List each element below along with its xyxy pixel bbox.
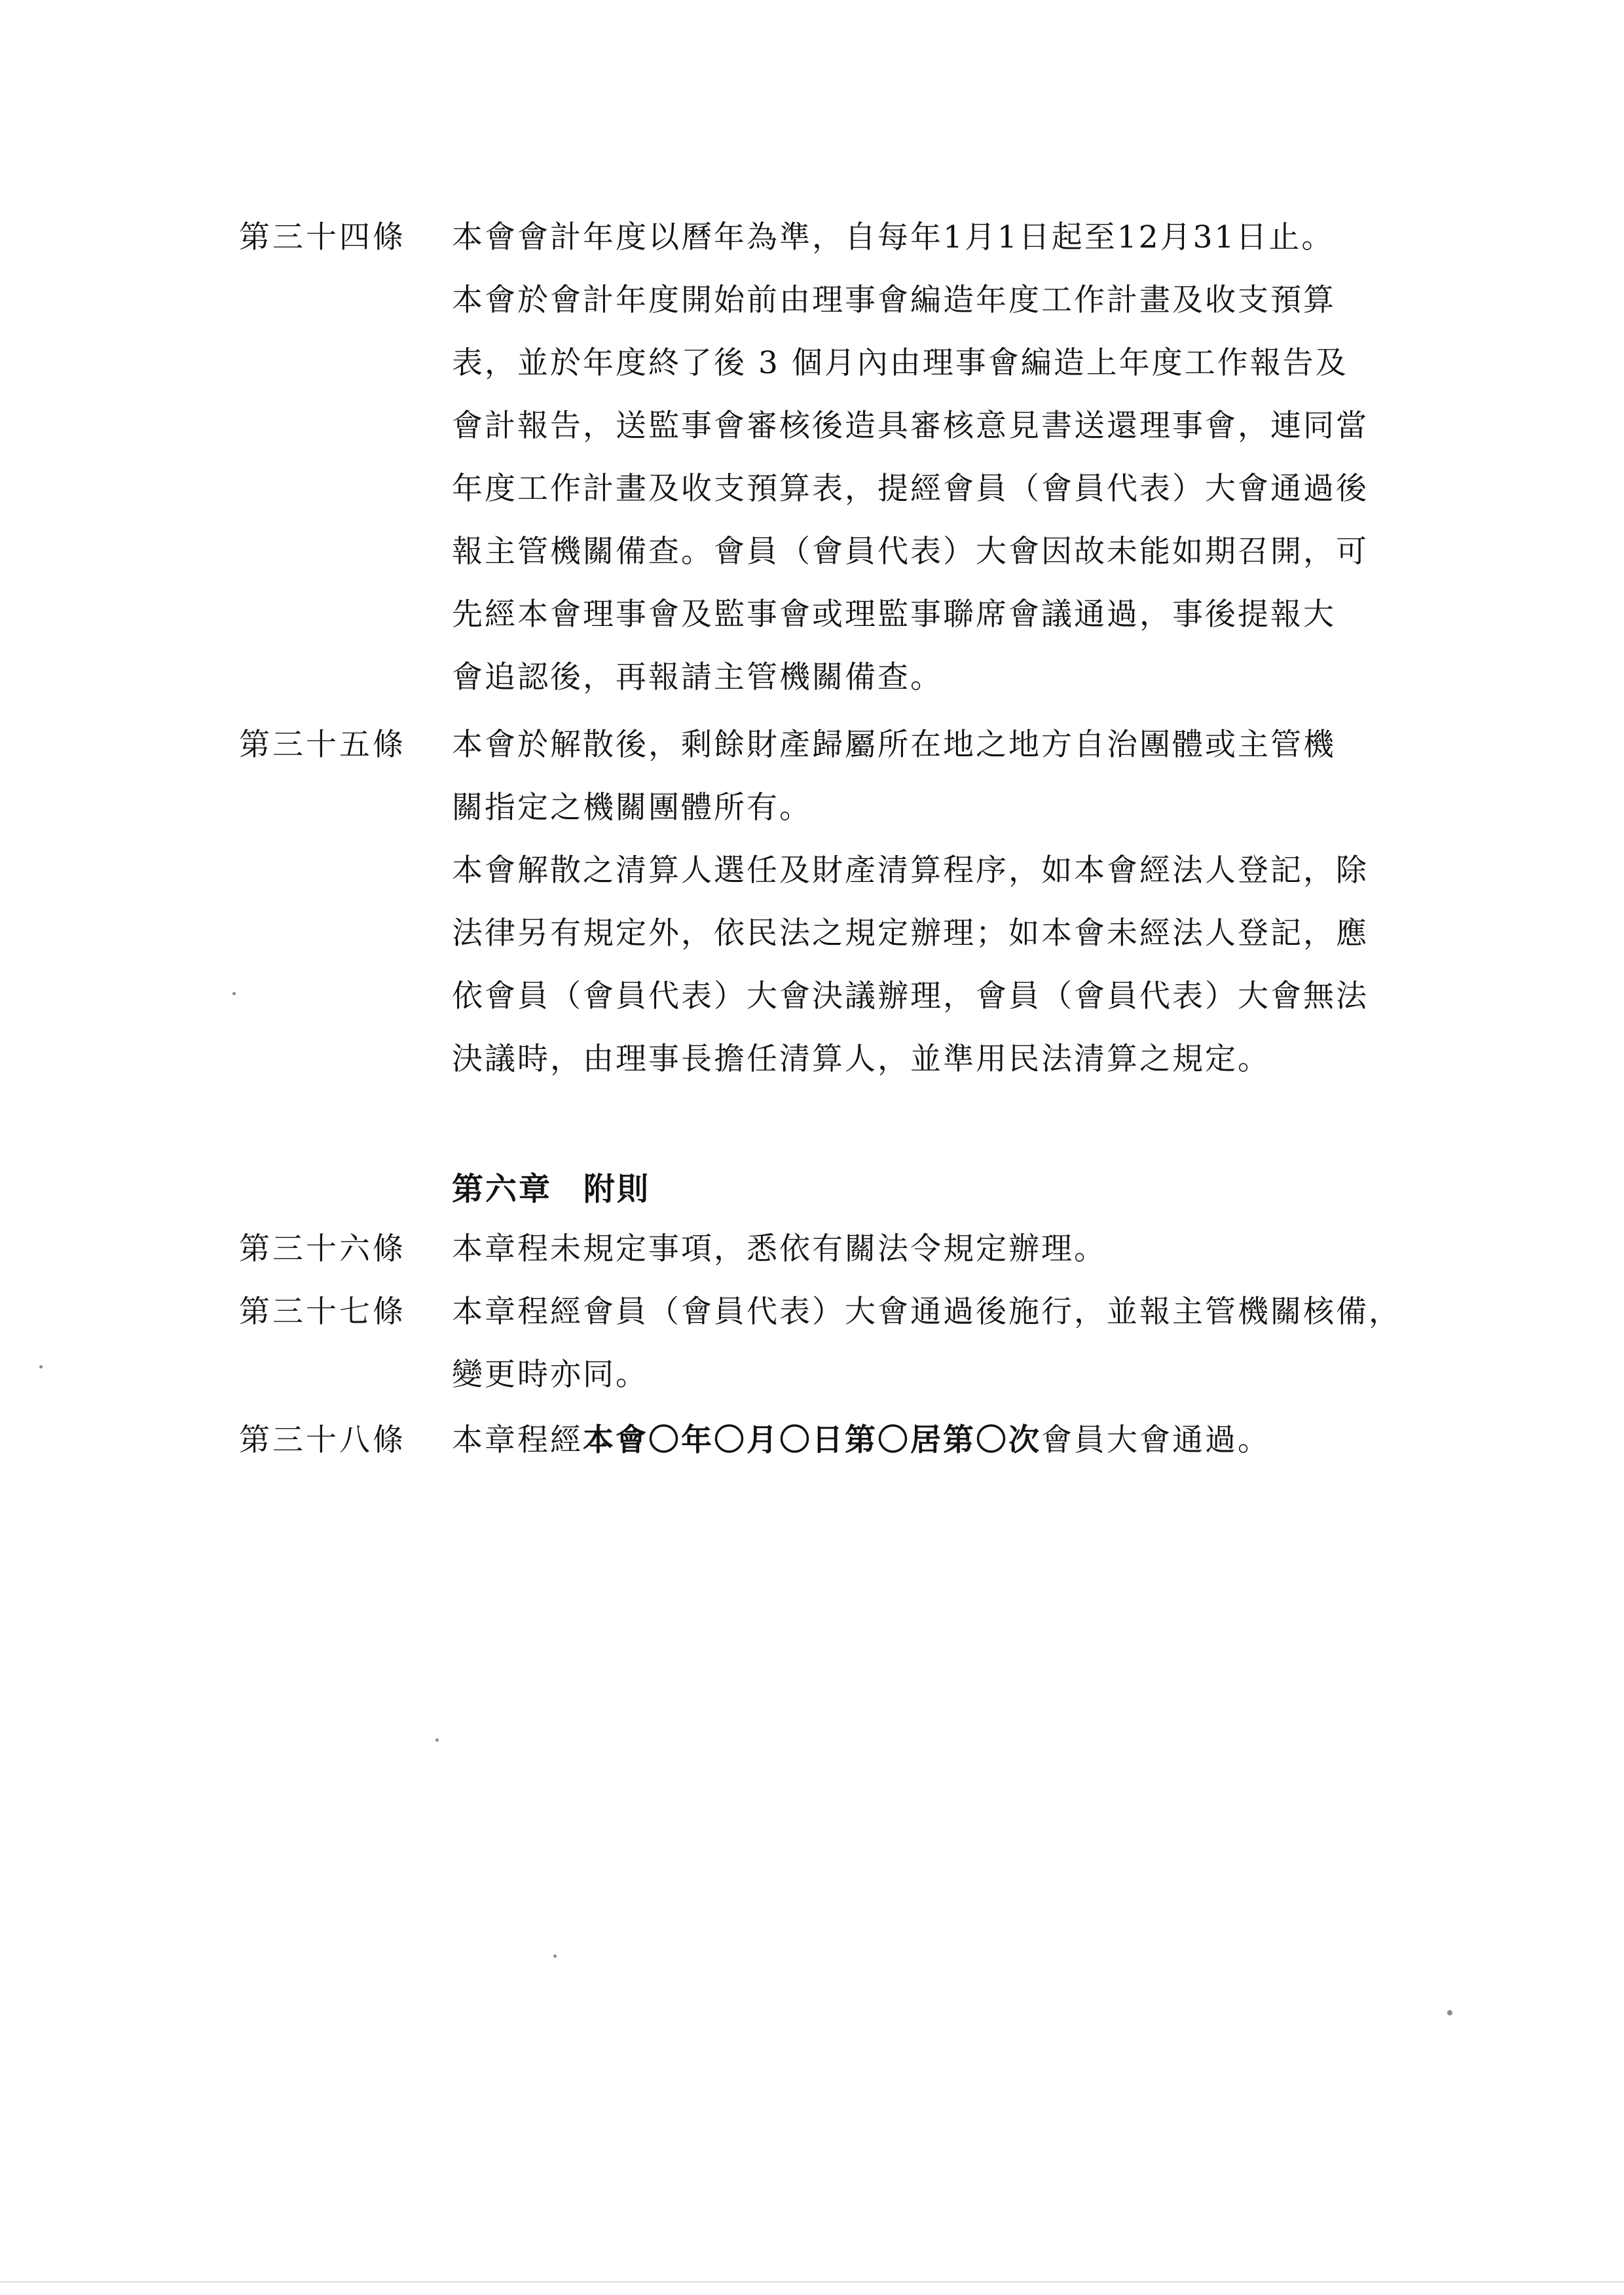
article-line-part: 會員大會通過。 (1041, 1422, 1270, 1458)
scan-speck (553, 1955, 557, 1958)
article-body (452, 206, 1437, 709)
article-line: 會計報告，送監事會審核後造具審核意見書送還理事會，連同當 (452, 408, 1369, 444)
article-number: 第三十七條 (239, 1294, 406, 1330)
article-body (452, 714, 1437, 1091)
bleed-through-text (0, 196, 236, 930)
article-line: 法律另有規定外，依民法之規定辦理；如本會未經法人登記，應 (452, 915, 1369, 951)
article-line: 關指定之機關團體所有。 (452, 790, 812, 826)
article-line: 依會員（會員代表）大會決議辦理，會員（會員代表）大會無法 (452, 978, 1369, 1014)
article-line (452, 1409, 1437, 1472)
article-number: 第三十八條 (239, 1422, 406, 1458)
article-line: 表，並於年度終了後 3 個月內由理事會編造上年度工作報告及 (452, 345, 1348, 381)
article-line: 本會於解散後，剩餘財產歸屬所在地之地方自治團體或主管機 (452, 727, 1336, 763)
article-line: 本章程經會員（會員代表）大會通過後施行，並報主管機關核備， (452, 1294, 1401, 1330)
article-line: 報主管機關備查。會員（會員代表）大會因故未能如期召開，可 (452, 534, 1369, 570)
article-line: 年度工作計畫及收支預算表，提經會員（會員代表）大會通過後 (452, 471, 1369, 507)
article-line: 決議時，由理事長擔任清算人，並準用民法清算之規定。 (452, 1041, 1270, 1077)
article-body (452, 1409, 1437, 1472)
chapter-number: 第六章 (452, 1171, 553, 1207)
scan-speck (39, 1365, 43, 1368)
article-line-part: 本章程經 (452, 1422, 583, 1458)
article-line: 本會於會計年度開始前由理事會編造年度工作計畫及收支預算 (452, 282, 1336, 318)
article-line: 變更時亦同。 (452, 1357, 648, 1393)
scan-speck (435, 1738, 439, 1742)
scan-speck (232, 992, 236, 995)
article-number: 第三十四條 (239, 219, 406, 255)
scan-edge (0, 2281, 1624, 2283)
article-number: 第三十六條 (239, 1231, 406, 1267)
article-line: 先經本會理事會及監事會或理監事聯席會議通過，事後提報大 (452, 597, 1336, 633)
article-line: 本會會計年度以曆年為準，自每年1月1日起至12月31日止。 (452, 219, 1335, 255)
article-body (452, 1281, 1437, 1406)
article-line: 本會解散之清算人選任及財產清算程序，如本會經法人登記，除 (452, 853, 1369, 889)
article-line-part-bold: 本會〇年〇月〇日第〇居第〇次 (583, 1422, 1041, 1458)
article-line: 本章程未規定事項，悉依有關法令規定辦理。 (452, 1231, 1107, 1267)
scan-speck (1447, 2010, 1452, 2015)
article-line: 會追認後，再報請主管機關備查。 (452, 659, 943, 695)
article-body (452, 1218, 1437, 1281)
article-number: 第三十五條 (239, 727, 406, 763)
chapter-title: 附則 (583, 1171, 651, 1207)
chapter-heading (452, 1158, 650, 1221)
